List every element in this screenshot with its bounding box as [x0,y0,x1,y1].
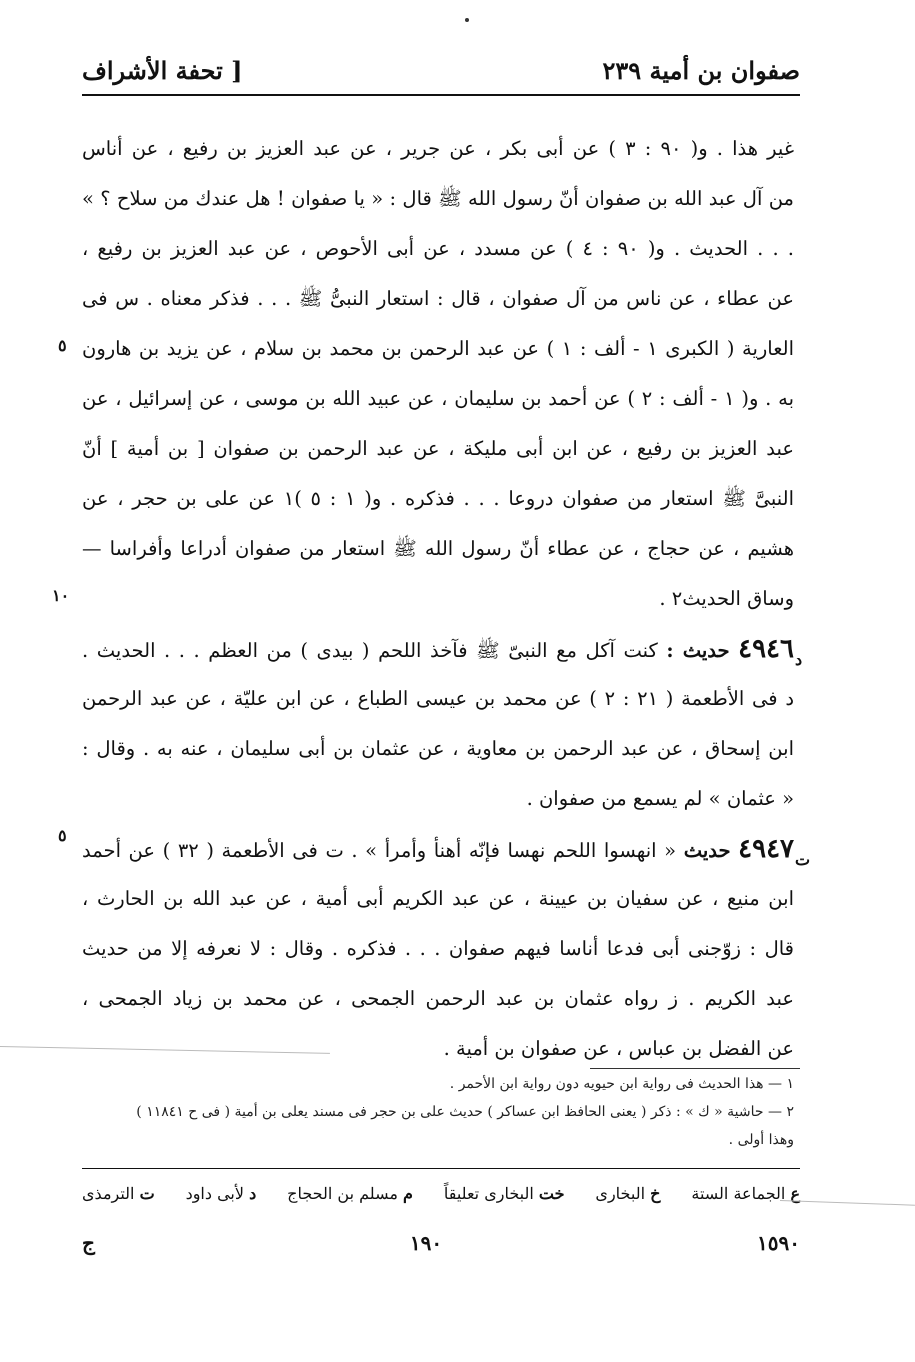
text-line: به . و( ١ - ألف : ٢ ) عن أحمد بن سليمان ، عن عبيد الله بن موسى ، عن إسرائيل ، عن [82,387,794,410]
text-line: وساق الحديث٢ . [659,587,794,610]
text-line: غير هذا . و( ٩٠ : ٣ ) عن أبى بكر ، عن جرير ، عن عبد العزيز بن رفيع ، عن أناس [82,137,794,160]
footnote: وهذا أولى . [728,1132,794,1148]
footnote: ١ — هذا الحديث فى رواية ابن حيويه دون رواية ابن الأحمر . [449,1076,794,1092]
text-line: من آل عبد الله بن صفوان أنّ رسول الله ﷺ قال : « يا صفوان ! هل عندك من سلاح ؟ » [82,187,794,210]
margin-source-code: د [795,650,803,669]
legend-label: البخارى [595,1183,646,1203]
legend-item [186,1184,257,1203]
hadith-number: ٤٩٤٦ [738,634,794,664]
legend-label: الترمذى [82,1183,135,1203]
legend-label: البخارى تعليقاً [443,1183,534,1203]
hadith-keyword: حديث : [666,639,730,662]
margin-line-number: ٥ [58,826,67,845]
legend-item [595,1184,660,1203]
legend-label: لأبى داود [185,1183,244,1203]
hadith-text: « انهسوا اللحم نهسا فإنّه أهنأ وأمرأ » . ت فى الأطعمة ( ٣٢ ) عن أحمد [82,839,677,862]
text-line: ابن إسحاق ، عن عبد الرحمن بن معاوية ، عن عثمان بن أبى سليمان ، عنه به . وقال : [82,737,794,760]
text-line: عن عطاء ، عن ناس من آل صفوان ، قال : استعار النبىُّ ﷺ . . . فذكر معناه . س فى [82,287,794,310]
scan-streak [780,1200,915,1206]
text-line: قال : زوّجنى أبى فدعا أناسا فيهم صفوان . . . فذكره . وقال : لا نعرفه إلا من حديث [82,937,794,960]
legend-code: ع [790,1183,800,1203]
text-line: « عثمان » لم يسمع من صفوان . [526,787,794,810]
legend-code: ت [139,1183,155,1203]
text-line: هشيم ، عن حجاج ، عن عطاء أنّ رسول الله ﷺ استعار من صفوان أدراعا وأفراسا — [82,537,794,560]
legend-code: م [403,1183,413,1203]
text-line: عبد العزيز بن رفيع ، عن ابن أبى مليكة ، عن عبد الرحمن بن صفوان [ بن أمية ] أنّ [82,437,794,460]
scan-dot [465,18,469,22]
abbreviation-legend [82,1178,800,1208]
text-line: عن الفضل بن عباس ، عن صفوان بن أمية . [443,1037,794,1060]
footnote: ٢ — حاشية « ك » : ذكر ( يعنى الحافظ ابن عساكر ) حديث على بن حجر فى مسند يعلى بن أمية ( فى ح ١١٨٤١ ) [136,1104,794,1120]
text-line: النبىَّ ﷺ استعار من صفوان دروعا . . . فذكره . و( ١ : ٥ )١ عن على بن حجر ، عن [82,487,794,510]
footnotes [82,1070,794,1154]
legend-code: د [249,1183,257,1203]
main-text [82,124,794,1074]
text-line: د فى الأطعمة ( ٢١ : ٢ ) عن محمد بن عيسى الطباع ، عن ابن عليّة ، عن عبد الرحمن [82,687,794,710]
legend-item [287,1184,413,1203]
header-right-title: صفوان بن أمية ٢٣٩ [602,55,800,85]
hadith-4947-heading [82,824,794,874]
hadith-keyword: حديث [683,839,731,862]
text-line: عبد الكريم . ز رواه عثمان بن عبد الرحمن الجمحى ، عن محمد بن زياد الجمحى ، [82,987,794,1010]
margin-line-number: ٥ [58,336,67,355]
legend-label: الجماعة الستة [691,1183,786,1203]
signature-letter: ج [82,1231,95,1255]
legend-code: خ [650,1183,661,1203]
legend-code: خت [538,1183,565,1203]
page-number: ١٩٠ [409,1231,443,1255]
page-header [82,46,800,94]
text-line: العارية ( الكبرى ١ - ألف : ١ ) عن عبد الرحمن بن محمد بن سلام ، عن يزيد بن هارون [82,337,794,360]
text-line: . . . الحديث . و( ٩٠ : ٤ ) عن مسدد ، عن أبى الأحوص ، عن عبد العزيز بن رفيع ، [82,237,794,260]
legend-rule [82,1168,800,1169]
page-footer [82,1226,800,1260]
series-page-number: ١٥٩٠ [757,1231,800,1255]
legend-item [444,1184,565,1203]
legend-label: مسلم بن الحجاج [287,1183,398,1203]
margin-line-number: ١٠ [52,586,70,605]
text-line: ابن منيع ، عن سفيان بن عيينة ، عن عبد الكريم أبى أمية ، عن عبد الله بن الحارث ، [82,887,794,910]
hadith-number: ٤٩٤٧ [738,834,794,864]
hadith-4946-heading [82,624,794,674]
hadith-text: كنت آكل مع النبىّ ﷺ فآخذ اللحم ( بيدى ) من العظم . . . الحديث . [82,639,658,662]
margin-source-code: ت [795,850,811,869]
footnote-rule [590,1068,800,1069]
legend-item [82,1184,155,1203]
header-rule [82,94,800,96]
header-left-title: [ تحفة الأشراف [82,55,243,85]
